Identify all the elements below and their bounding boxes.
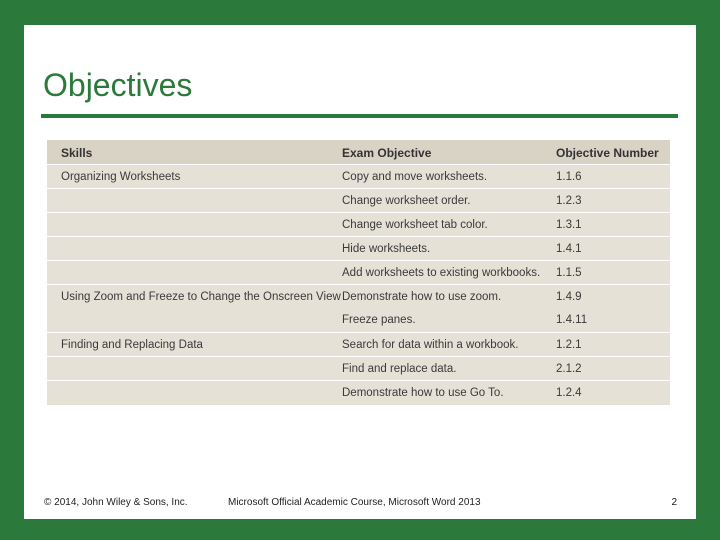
cell-skill: Organizing Worksheets — [61, 171, 181, 183]
header-objective-number: Objective Number — [556, 146, 659, 160]
cell-objective: Demonstrate how to use zoom. — [342, 291, 502, 303]
table-row — [47, 212, 670, 236]
table-row — [47, 332, 670, 356]
slide-title: Objectives — [43, 67, 193, 103]
cell-number: 1.2.3 — [556, 195, 582, 207]
cell-objective: Change worksheet order. — [342, 195, 471, 207]
title-divider — [41, 114, 678, 118]
cell-objective: Add worksheets to existing workbooks. — [342, 267, 541, 279]
cell-number: 1.4.1 — [556, 243, 582, 255]
cell-skill: Using Zoom and Freeze to Change the Onscreen View — [61, 291, 341, 303]
cell-number: 1.4.11 — [556, 314, 588, 326]
cell-objective: Hide worksheets. — [342, 243, 431, 255]
table-row — [47, 308, 670, 332]
cell-number: 1.4.9 — [556, 291, 582, 303]
slide — [24, 25, 696, 519]
table-row — [47, 260, 670, 284]
objectives-table — [47, 140, 670, 405]
table-row — [47, 236, 670, 260]
table-row — [47, 284, 670, 308]
cell-number: 1.1.5 — [556, 267, 582, 279]
table-header — [47, 140, 670, 164]
table-row — [47, 356, 670, 380]
cell-number: 1.1.6 — [556, 171, 582, 183]
cell-objective: Find and replace data. — [342, 363, 457, 375]
cell-number: 1.2.1 — [556, 339, 582, 351]
cell-number: 2.1.2 — [556, 363, 582, 375]
cell-objective: Search for data within a workbook. — [342, 339, 519, 351]
footer-course: Microsoft Official Academic Course, Microsoft Word 2013 — [228, 497, 481, 508]
cell-number: 1.3.1 — [556, 219, 582, 231]
cell-objective: Demonstrate how to use Go To. — [342, 387, 504, 399]
cell-skill: Finding and Replacing Data — [61, 339, 203, 351]
header-exam-objective: Exam Objective — [342, 146, 432, 160]
table-row — [47, 188, 670, 212]
cell-objective: Copy and move worksheets. — [342, 171, 488, 183]
table-row — [47, 164, 670, 188]
cell-objective: Freeze panes. — [342, 314, 416, 326]
header-skills: Skills — [61, 146, 93, 160]
footer-page-number: 2 — [671, 497, 677, 508]
footer-copyright: © 2014, John Wiley & Sons, Inc. — [44, 497, 188, 508]
cell-number: 1.2.4 — [556, 387, 582, 399]
table-row — [47, 380, 670, 405]
cell-objective: Change worksheet tab color. — [342, 219, 488, 231]
